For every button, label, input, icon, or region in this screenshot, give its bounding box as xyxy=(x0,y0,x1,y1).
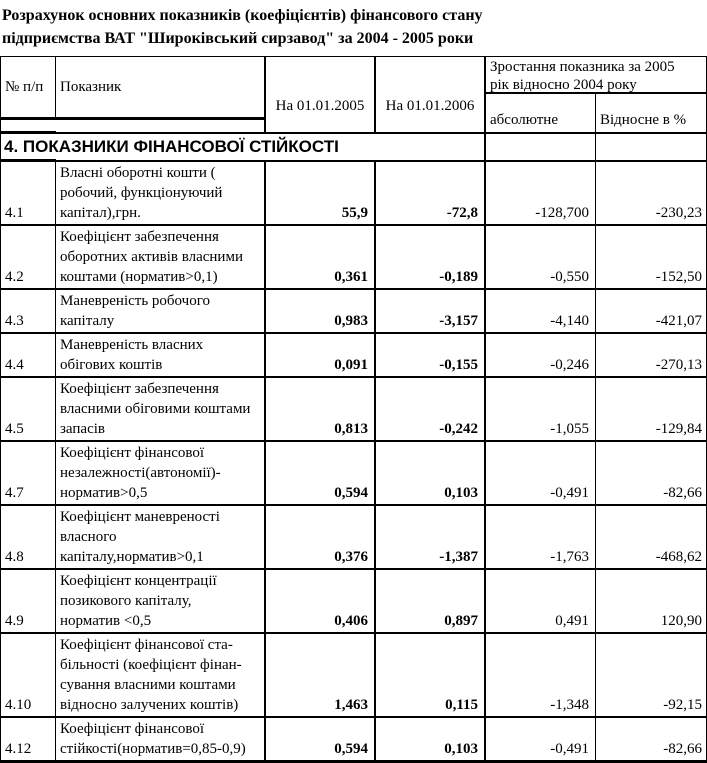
row-number: 4.12 xyxy=(1,718,56,763)
value-2006: -3,157 xyxy=(376,290,486,334)
table-row xyxy=(1,334,706,378)
value-absolute: -0,491 xyxy=(486,442,596,506)
col-header-growth-line1: Зростання показника за 2005 xyxy=(490,59,675,75)
doc-title-line2: підприємства ВАТ "Широківський сирзавод" за 2004 - 2005 роки xyxy=(2,30,474,47)
table-row xyxy=(1,570,706,634)
row-number: 4.1 xyxy=(1,162,56,226)
value-relative: -468,62 xyxy=(596,506,707,570)
table-row xyxy=(1,290,706,334)
indicator-name: Коефіцієнт концентрації позикового капіталу, норматив <0,5 xyxy=(56,570,266,634)
value-relative: -82,66 xyxy=(596,442,707,506)
col-header-2005: На 01.01.2005 xyxy=(266,57,376,134)
value-2006: 0,897 xyxy=(376,570,486,634)
value-2005: 0,376 xyxy=(266,506,376,570)
section-row xyxy=(1,134,706,162)
table-row xyxy=(1,226,706,290)
indicator-name: Маневреність робочого капіталу xyxy=(56,290,266,334)
value-relative: -82,66 xyxy=(596,718,707,763)
value-relative: -230,23 xyxy=(596,162,707,226)
section-empty-cell-absolute xyxy=(486,134,596,162)
doc-title-line1: Розрахунок основних показників (коефіцієнтів) фінансового стану xyxy=(2,7,483,24)
row-number: 4.4 xyxy=(1,334,56,378)
row-number: 4.8 xyxy=(1,506,56,570)
value-2006: -0,155 xyxy=(376,334,486,378)
value-absolute: -1,763 xyxy=(486,506,596,570)
value-2006: -72,8 xyxy=(376,162,486,226)
value-2006: -0,189 xyxy=(376,226,486,290)
value-absolute: -1,055 xyxy=(486,378,596,442)
table-body xyxy=(1,162,706,763)
value-relative: -92,15 xyxy=(596,634,707,718)
col-header-indicator: Показник xyxy=(56,57,266,120)
table-row xyxy=(1,506,706,570)
table-header xyxy=(1,57,706,134)
indicator-name: Коефіцієнт забезпечення оборотних активів власними коштами (норматив>0,1) xyxy=(56,226,266,290)
col-header-growth xyxy=(486,57,707,94)
table-row xyxy=(1,378,706,442)
value-absolute: -0,491 xyxy=(486,718,596,763)
value-absolute: 0,491 xyxy=(486,570,596,634)
doc-title xyxy=(0,0,707,56)
col-header-growth-line2: рік відносно 2004 року xyxy=(490,76,637,93)
row-number: 4.10 xyxy=(1,634,56,718)
row-number: 4.5 xyxy=(1,378,56,442)
col-header-number: № п/п xyxy=(1,57,56,120)
indicator-name: Коефіцієнт фінансової ста- більності (коефіцієнт фінан- сування власними коштами відносно залучених коштів) xyxy=(56,634,266,718)
table-row xyxy=(1,718,706,763)
header-filler-strip-left xyxy=(1,120,56,134)
indicator-name: Власні оборотні кошти ( робочий, функціонуючий капітал),грн. xyxy=(56,162,266,226)
value-2006: -1,387 xyxy=(376,506,486,570)
indicator-name: Коефіцієнт фінансової стійкості(норматив=0,85-0,9) xyxy=(56,718,266,763)
value-relative: 120,90 xyxy=(596,570,707,634)
row-number: 4.2 xyxy=(1,226,56,290)
value-relative: -129,84 xyxy=(596,378,707,442)
value-relative: -270,13 xyxy=(596,334,707,378)
value-absolute: -0,246 xyxy=(486,334,596,378)
value-2006: -0,242 xyxy=(376,378,486,442)
value-absolute: -128,700 xyxy=(486,162,596,226)
col-header-2006: На 01.01.2006 xyxy=(376,57,486,134)
value-relative: -152,50 xyxy=(596,226,707,290)
value-2005: 0,091 xyxy=(266,334,376,378)
value-absolute: -4,140 xyxy=(486,290,596,334)
col-header-relative: Відносне в % xyxy=(596,94,707,134)
row-number: 4.3 xyxy=(1,290,56,334)
row-number: 4.7 xyxy=(1,442,56,506)
value-2006: 0,103 xyxy=(376,718,486,763)
table-row xyxy=(1,162,706,226)
value-2005: 1,463 xyxy=(266,634,376,718)
value-2005: 55,9 xyxy=(266,162,376,226)
indicator-name: Маневреність власних обігових коштів xyxy=(56,334,266,378)
value-absolute: -1,348 xyxy=(486,634,596,718)
header-filler-strip-right xyxy=(56,120,266,134)
value-relative: -421,07 xyxy=(596,290,707,334)
value-2005: 0,594 xyxy=(266,442,376,506)
value-2005: 0,983 xyxy=(266,290,376,334)
value-2005: 0,594 xyxy=(266,718,376,763)
value-2005: 0,361 xyxy=(266,226,376,290)
value-2006: 0,103 xyxy=(376,442,486,506)
table-row xyxy=(1,634,706,718)
row-number: 4.9 xyxy=(1,570,56,634)
section-title: 4. ПОКАЗНИКИ ФІНАНСОВОЇ СТІЙКОСТІ xyxy=(1,134,486,162)
value-2006: 0,115 xyxy=(376,634,486,718)
indicator-name: Коефіцієнт фінансової незалежності(автономії)- норматив>0,5 xyxy=(56,442,266,506)
value-2005: 0,406 xyxy=(266,570,376,634)
indicator-name: Коефіцієнт маневреності власного капіталу,норматив>0,1 xyxy=(56,506,266,570)
col-header-absolute: абсолютне xyxy=(486,94,596,134)
value-absolute: -0,550 xyxy=(486,226,596,290)
table-row xyxy=(1,442,706,506)
value-2005: 0,813 xyxy=(266,378,376,442)
financial-indicators-table xyxy=(0,56,707,763)
section-empty-cell-relative xyxy=(596,134,706,162)
indicator-name: Коефіцієнт забезпечення власними обіговими коштами запасів xyxy=(56,378,266,442)
